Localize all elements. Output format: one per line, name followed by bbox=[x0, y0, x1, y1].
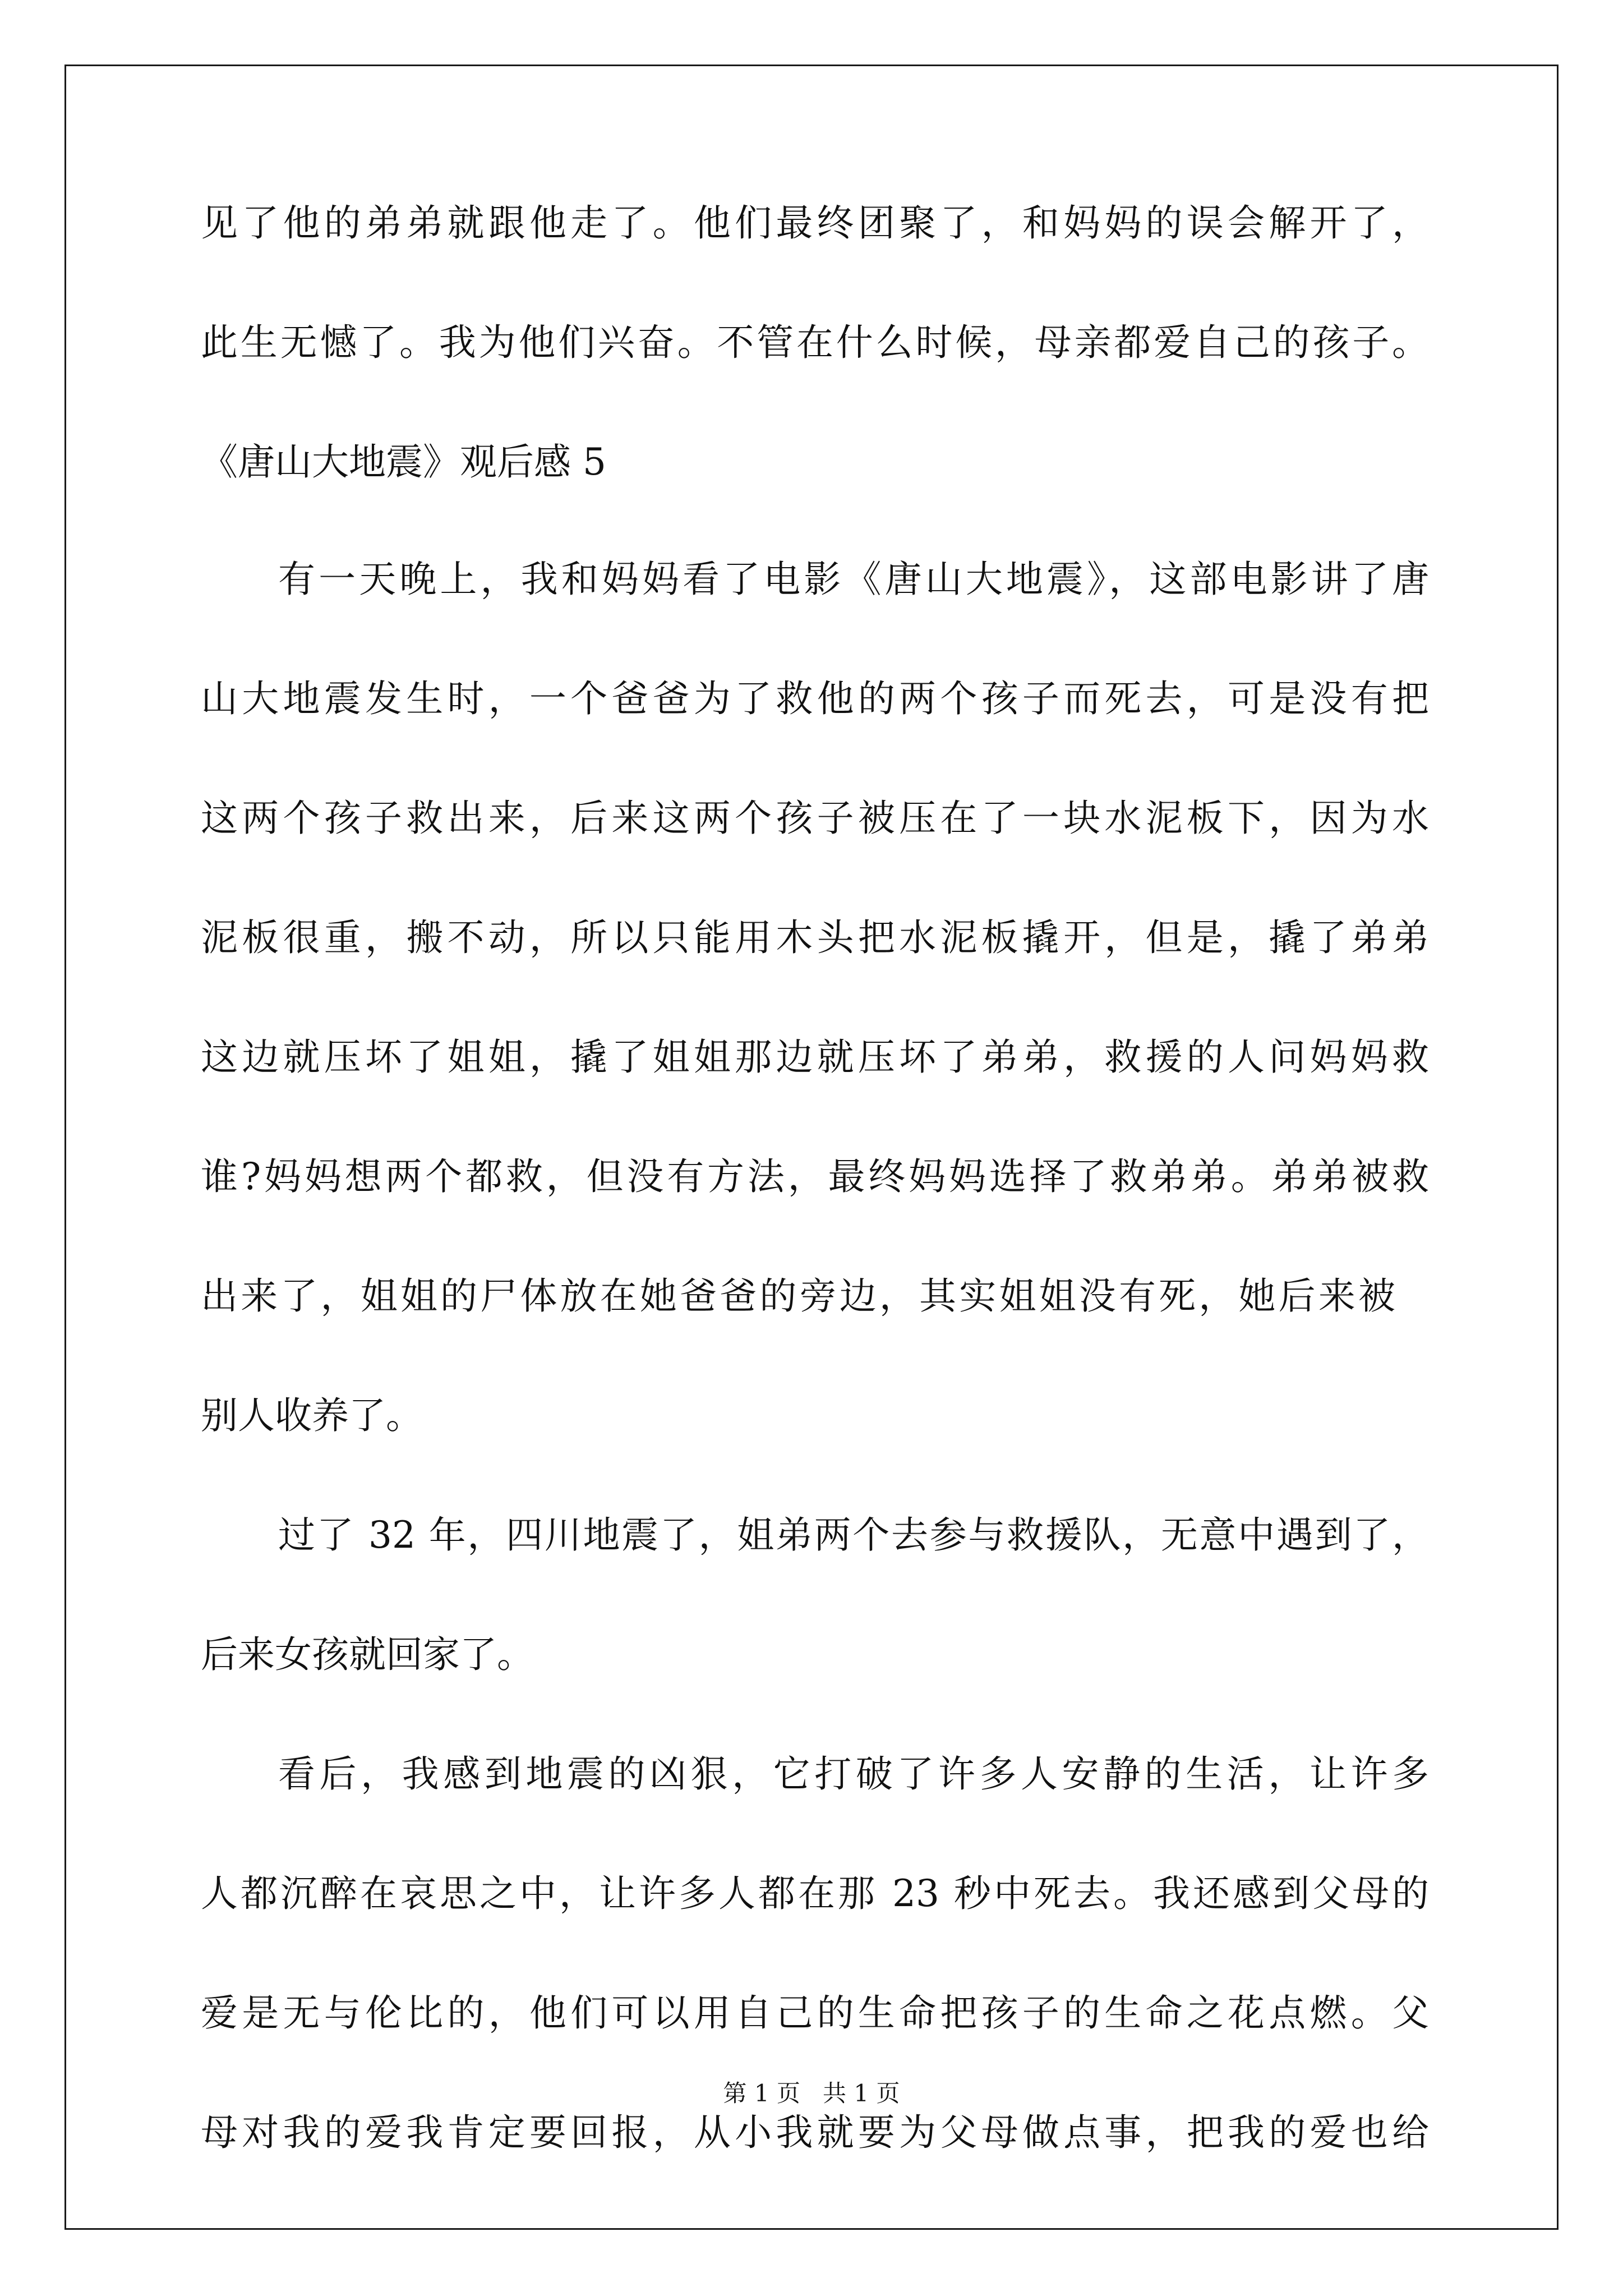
paragraph-3-line-3: 爱是无与伦比的，他们可以用自己的生命把孩子的生命之花点燃。父 bbox=[201, 1991, 1429, 2035]
paragraph-3-line-1: 看后，我感到地震的凶狠，它打破了许多人安静的生活，让许多 bbox=[278, 1752, 1429, 1796]
paragraph-1-line-1: 有一天晚上，我和妈妈看了电影《唐山大地震》，这部电影讲了唐 bbox=[278, 558, 1429, 601]
paragraph-1-line-5: 这边就压坏了姐姐，撬了姐姐那边就压坏了弟弟，救援的人问妈妈救 bbox=[201, 1036, 1429, 1079]
paragraph-2-line-1: 过了 32 年，四川地震了，姐弟两个去参与救援队，无意中遇到了， bbox=[278, 1513, 1429, 1557]
text-line-2: 此生无憾了。我为他们兴奋。不管在什么时候，母亲都爱自己的孩子。 bbox=[201, 321, 1429, 364]
page-footer: 第 1 页 共 1 页 bbox=[723, 2079, 900, 2107]
paragraph-1-line-2: 山大地震发生时，一个爸爸为了救他的两个孩子而死去，可是没有把 bbox=[201, 677, 1429, 720]
paragraph-1-line-7: 出来了，姐姐的尸体放在她爸爸的旁边，其实姐姐没有死，她后来被 bbox=[201, 1274, 1395, 1318]
paragraph-1-line-6: 谁?妈妈想两个都救，但没有方法，最终妈妈选择了救弟弟。弟弟被救 bbox=[201, 1155, 1429, 1198]
paragraph-1-line-4: 泥板很重，搬不动，所以只能用木头把水泥板撬开，但是，撬了弟弟 bbox=[201, 916, 1429, 959]
paragraph-3-line-4: 母对我的爱我肯定要回报，从小我就要为父母做点事，把我的爱也给 bbox=[201, 2111, 1429, 2154]
paragraph-3-line-2: 人都沉醉在哀思之中，让许多人都在那 23 秒中死去。我还感到父母的 bbox=[201, 1872, 1429, 1915]
text-line-1: 见了他的弟弟就跟他走了。他们最终团聚了，和妈妈的误会解开了， bbox=[201, 201, 1429, 245]
paragraph-1-line-3: 这两个孩子救出来，后来这两个孩子被压在了一块水泥板下，因为水 bbox=[201, 797, 1429, 840]
paragraph-1-line-8: 别人收养了。 bbox=[201, 1394, 423, 1437]
paragraph-2-line-2: 后来女孩就回家了。 bbox=[201, 1633, 534, 1676]
section-heading: 《唐山大地震》观后感 5 bbox=[201, 440, 606, 484]
